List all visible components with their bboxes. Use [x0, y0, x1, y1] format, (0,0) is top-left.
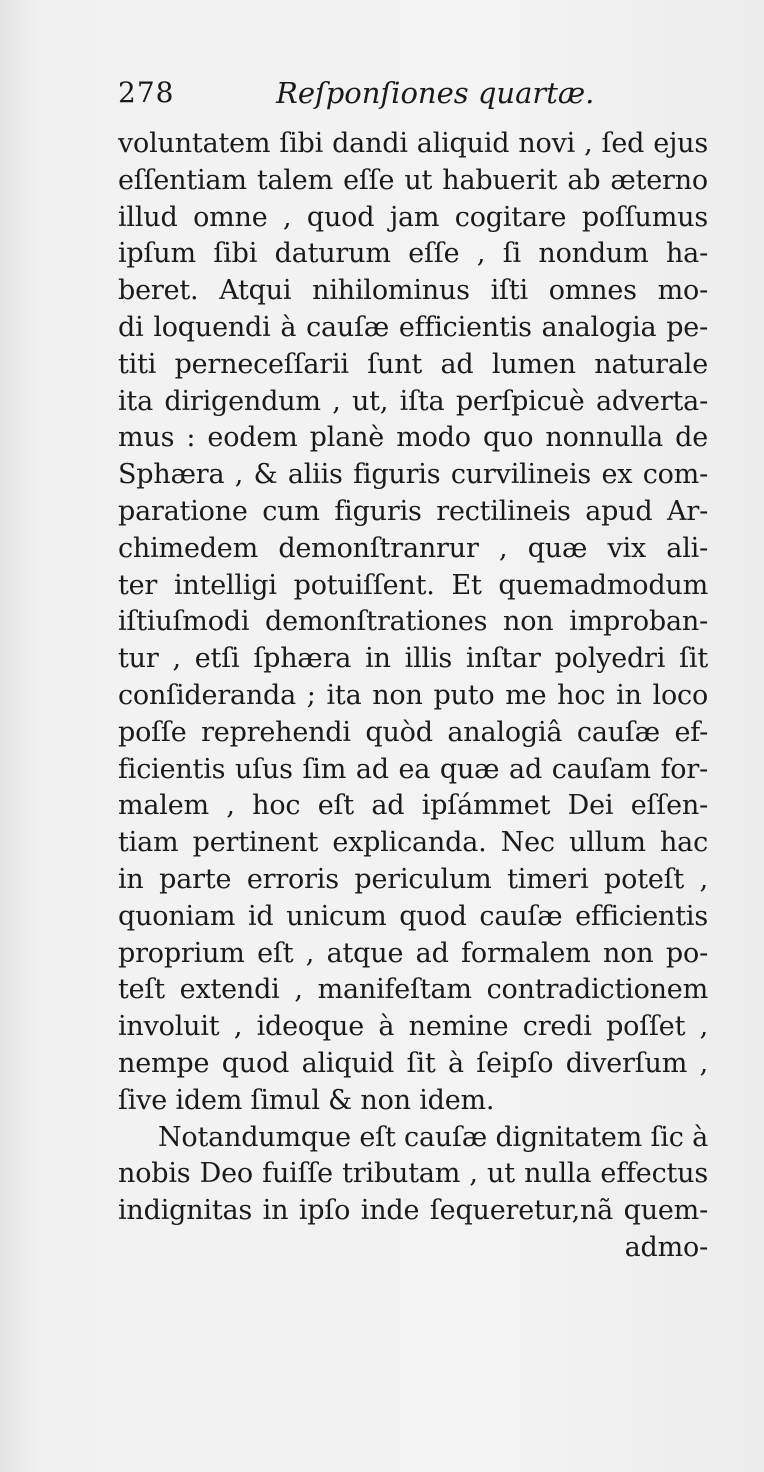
text-line: poſſe reprehendi quòd analogiâ cauſæ ef- — [118, 716, 708, 748]
text-line: illud omne , quod jam cogitare poſſumus — [118, 201, 708, 233]
text-line: eſſentiam talem eſſe ut habuerit ab æterno — [118, 164, 708, 196]
text-line: tiam pertinent explicanda. Nec ullum hac — [118, 827, 708, 859]
text-line: in parte erroris periculum timeri poteſt , — [118, 863, 708, 895]
text-line: ita dirigendum , ut, iſta perſpicuè adverta- — [118, 385, 708, 417]
main-text — [118, 126, 708, 1426]
text-line: teſt extendi , manifeſtam contradictionem — [118, 974, 708, 1006]
text-line: nobis Deo fuiſſe tributam , ut nulla effectus — [118, 1158, 708, 1190]
text-line: nempe quod aliquid ſit à ſeipſo diverſum , — [118, 1047, 708, 1079]
text-line: quoniam id unicum quod cauſæ efficientis — [118, 900, 708, 932]
text-line: titi perneceſſarii ſunt ad lumen naturale — [118, 348, 708, 380]
text-line: chimedem demonſtranrur , quæ vix ali- — [118, 532, 708, 564]
text-line: indignitas in ipſo inde ſequeretur,nã quem- — [118, 1195, 708, 1227]
text-line: malem , hoc eſt ad ipſámmet Dei eſſen- — [118, 790, 708, 822]
text-line: voluntatem ſibi dandi aliquid novi , ſed ejus — [118, 128, 708, 159]
text-line: ipſum ſibi daturum eſſe , ſi nondum ha- — [118, 238, 708, 270]
text-line: iſtiuſmodi demonſtrationes non improban- — [118, 606, 708, 638]
text-line: conſideranda ; ita non puto me hoc in loco — [118, 679, 708, 711]
text-line: ter intelligi potuiſſent. Et quemadmodum — [118, 569, 708, 601]
text-line: involuit , ideoque à nemine credi poſſet , — [118, 1011, 708, 1043]
running-title: Reſponſiones quartæ. — [276, 76, 595, 110]
page-header — [118, 76, 718, 116]
text-line: paratione cum figuris rectilineis apud Ar- — [118, 495, 708, 527]
text-line: ſive idem ſimul & non idem. — [118, 1084, 495, 1116]
text-line: beret. Atqui nihilominus iſti omnes mo- — [118, 275, 708, 307]
page-number: 278 — [118, 76, 175, 109]
catchword: admo- — [624, 1231, 708, 1263]
text-line: proprium eſt , atque ad formalem non po- — [118, 937, 708, 969]
text-line: ficientis uſus ſim ad ea quæ ad cauſam for- — [118, 753, 708, 785]
text-line: Sphæra , & aliis figuris curvilineis ex com- — [118, 459, 708, 491]
paragraph-start-line: Notandumque eſt cauſæ dignitatem ſic à — [158, 1121, 708, 1153]
text-line: mus : eodem planè modo quo nonnulla de — [118, 422, 708, 454]
text-line: di loquendi à cauſæ efficientis analogia pe- — [118, 311, 708, 343]
text-line: tur , etſi ſphæra in illis inſtar polyedri ſit — [118, 643, 708, 675]
